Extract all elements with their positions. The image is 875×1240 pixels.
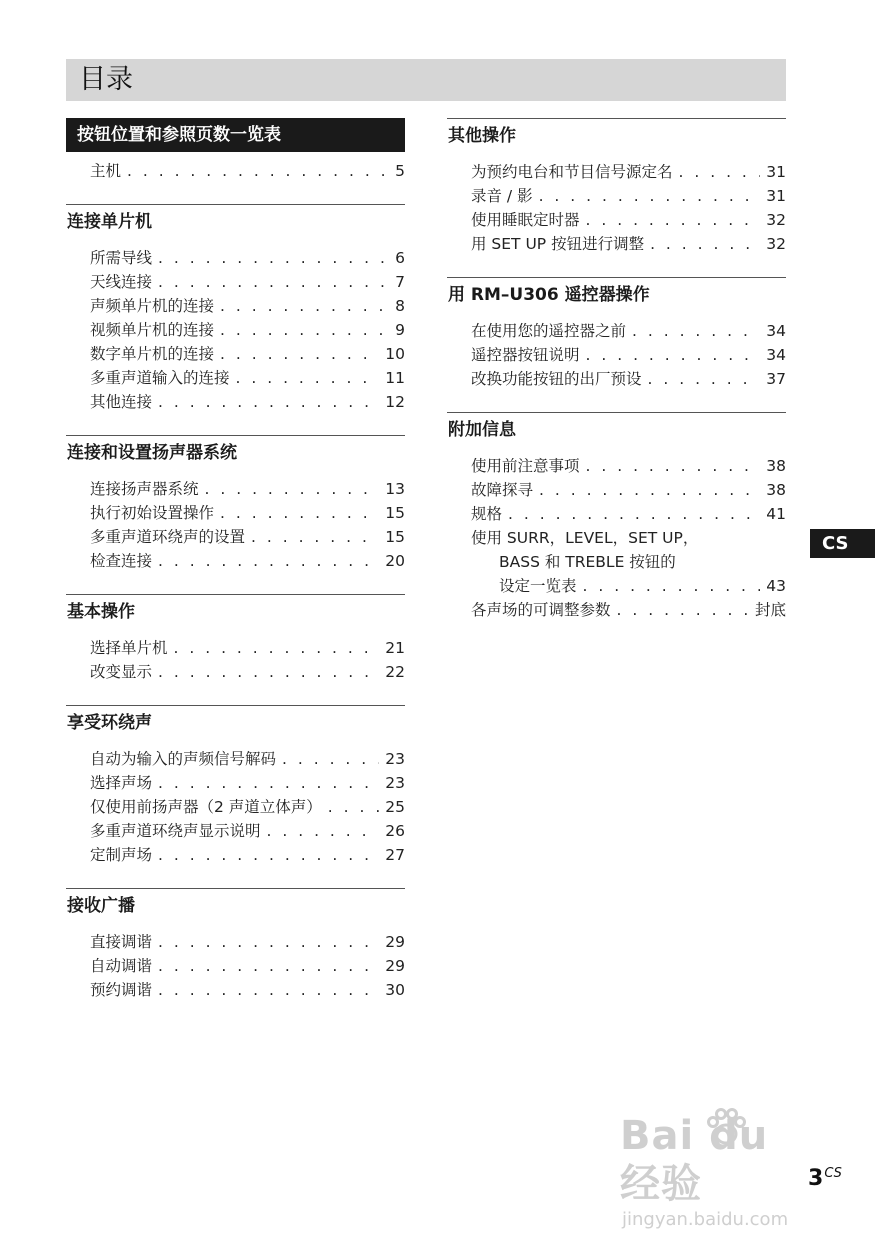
toc-entry[interactable] xyxy=(90,978,405,1002)
entry-title: 连接扬声器系统 xyxy=(90,480,199,498)
dot-leader xyxy=(650,232,760,256)
section-heading: 接收广播 xyxy=(66,888,405,923)
toc-section xyxy=(66,204,405,414)
page-number-suffix: CS xyxy=(824,1166,842,1181)
entry-list xyxy=(66,159,405,183)
dot-leader xyxy=(158,246,385,270)
entry-page: 32 xyxy=(766,211,786,229)
dot-leader xyxy=(632,319,760,343)
dot-leader xyxy=(617,598,749,622)
entry-page: 23 xyxy=(385,750,405,768)
entry-list xyxy=(66,747,405,867)
entry-list xyxy=(66,477,405,573)
dot-leader xyxy=(251,525,379,549)
page-number-value: 3 xyxy=(808,1166,824,1191)
entry-page: 9 xyxy=(395,321,405,339)
entry-page: 封底 xyxy=(754,601,786,619)
entry-title: 故障探寻 xyxy=(471,481,534,499)
entry-page: 29 xyxy=(385,933,405,951)
entry-title: 自动调谐 xyxy=(90,957,153,975)
entry-page: 8 xyxy=(395,297,405,315)
entry-title: 预约调谐 xyxy=(90,981,153,999)
entry-title: 选择声场 xyxy=(90,774,153,792)
toc-entry[interactable] xyxy=(90,246,405,270)
toc-entry[interactable] xyxy=(471,343,786,367)
baidu-watermark xyxy=(620,1112,820,1230)
entry-title: 改变显示 xyxy=(90,663,153,681)
entry-title: 为预约电台和节目信号源定名 xyxy=(471,163,673,181)
dot-leader xyxy=(220,318,385,342)
entry-title: 天线连接 xyxy=(90,273,153,291)
dot-leader xyxy=(220,342,379,366)
entry-title: 选择单片机 xyxy=(90,639,168,657)
toc-entry[interactable] xyxy=(90,501,405,525)
dot-leader xyxy=(158,660,379,684)
toc-right-column xyxy=(447,118,786,643)
toc-entry[interactable] xyxy=(471,502,786,526)
toc-entry[interactable] xyxy=(90,795,405,819)
entry-title: 规格 xyxy=(471,505,503,523)
toc-entry[interactable] xyxy=(471,232,786,256)
section-heading: 基本操作 xyxy=(66,594,405,629)
entry-title: 直接调谐 xyxy=(90,933,153,951)
entry-list xyxy=(66,246,405,414)
toc-entry[interactable] xyxy=(90,771,405,795)
entry-title: 录音 / 影 xyxy=(471,187,533,205)
entry-title: 改换功能按钮的出厂预设 xyxy=(471,370,642,388)
toc-entry[interactable] xyxy=(471,598,786,622)
toc-entry[interactable] xyxy=(471,160,786,184)
entry-title: 执行初始设置操作 xyxy=(90,504,215,522)
section-heading: 享受环绕声 xyxy=(66,705,405,740)
toc-left-column xyxy=(66,118,405,1023)
dot-leader xyxy=(508,502,760,526)
dot-leader xyxy=(174,636,380,660)
section-heading: 连接单片机 xyxy=(66,204,405,239)
entry-page: 31 xyxy=(766,163,786,181)
toc-entry[interactable] xyxy=(471,184,786,208)
entry-title: 视频单片机的连接 xyxy=(90,321,215,339)
entry-page: 20 xyxy=(385,552,405,570)
toc-entry[interactable] xyxy=(90,294,405,318)
entry-title: 在使用您的遥控器之前 xyxy=(471,322,627,340)
paw-icon xyxy=(704,1106,748,1150)
toc-entry[interactable] xyxy=(471,208,786,232)
entry-page: 22 xyxy=(385,663,405,681)
entry-title: 主机 xyxy=(90,162,122,180)
toc-entry[interactable] xyxy=(90,159,405,183)
dot-leader xyxy=(205,477,380,501)
toc-entry[interactable] xyxy=(90,477,405,501)
dot-leader xyxy=(328,795,379,819)
entry-page: 38 xyxy=(766,457,786,475)
section-heading: 按钮位置和参照页数一览表 xyxy=(66,118,405,152)
toc-entry[interactable] xyxy=(90,843,405,867)
entry-title: 其他连接 xyxy=(90,393,153,411)
entry-list xyxy=(447,454,786,622)
entry-page: 38 xyxy=(766,481,786,499)
toc-entry[interactable] xyxy=(471,319,786,343)
dot-leader xyxy=(648,367,761,391)
dot-leader xyxy=(158,954,379,978)
toc-section xyxy=(66,594,405,684)
entry-title: 使用前注意事项 xyxy=(471,457,580,475)
toc-entry[interactable] xyxy=(471,478,786,502)
entry-title: 遥控器按钮说明 xyxy=(471,346,580,364)
entry-title: 各声场的可调整参数 xyxy=(471,601,611,619)
entry-page: 12 xyxy=(385,393,405,411)
entry-title: 多重声道环绕声的设置 xyxy=(90,528,246,546)
dot-leader xyxy=(586,454,761,478)
toc-entry[interactable] xyxy=(471,574,786,598)
dot-leader xyxy=(583,574,761,598)
toc-entry[interactable] xyxy=(90,549,405,573)
toc-section xyxy=(447,277,786,391)
toc-entry[interactable] xyxy=(90,636,405,660)
entry-page: 30 xyxy=(385,981,405,999)
entry-title: 所需导线 xyxy=(90,249,153,267)
toc-entry[interactable] xyxy=(90,819,405,843)
watermark-url: jingyan.baidu.com xyxy=(622,1209,789,1230)
entry-page: 34 xyxy=(766,322,786,340)
entry-page: 10 xyxy=(385,345,405,363)
dot-leader xyxy=(158,771,379,795)
entry-page: 27 xyxy=(385,846,405,864)
entry-page: 21 xyxy=(385,639,405,657)
toc-entry-line: BASS 和 TREBLE 按钮的 xyxy=(499,553,676,571)
entry-title: 数字单片机的连接 xyxy=(90,345,215,363)
dot-leader xyxy=(158,930,379,954)
dot-leader xyxy=(127,159,385,183)
toc-entry[interactable] xyxy=(90,525,405,549)
entry-page: 25 xyxy=(385,798,405,816)
dot-leader xyxy=(586,343,761,367)
entry-page: 5 xyxy=(395,162,405,180)
dot-leader xyxy=(220,501,379,525)
toc-entry[interactable] xyxy=(471,367,786,391)
entry-page: 15 xyxy=(385,504,405,522)
dot-leader xyxy=(282,747,379,771)
section-heading: 其他操作 xyxy=(447,118,786,153)
entry-title: 多重声道输入的连接 xyxy=(90,369,230,387)
dot-leader xyxy=(267,819,380,843)
entry-page: 43 xyxy=(766,577,786,595)
page-title: 目录 xyxy=(66,59,786,101)
section-heading: 附加信息 xyxy=(447,412,786,447)
toc-section xyxy=(447,118,786,256)
entry-page: 31 xyxy=(766,187,786,205)
entry-list xyxy=(447,319,786,391)
toc-entry[interactable] xyxy=(90,660,405,684)
dot-leader xyxy=(586,208,761,232)
entry-title: 多重声道环绕声显示说明 xyxy=(90,822,261,840)
toc-entry-line: 使用 SURR，LEVEL，SET UP， xyxy=(471,529,699,547)
entry-title: 自动为输入的声频信号解码 xyxy=(90,750,277,768)
dot-leader xyxy=(158,843,379,867)
dot-leader xyxy=(539,478,760,502)
entry-title: 仅使用前扬声器（2 声道立体声） xyxy=(90,798,322,816)
dot-leader xyxy=(539,184,761,208)
entry-title: 定制声场 xyxy=(90,846,153,864)
toc-entry[interactable] xyxy=(90,930,405,954)
toc-entry[interactable] xyxy=(90,366,405,390)
dot-leader xyxy=(158,549,379,573)
entry-list xyxy=(66,930,405,1002)
toc-section xyxy=(66,888,405,1002)
dot-leader xyxy=(158,270,385,294)
entry-page: 34 xyxy=(766,346,786,364)
entry-list xyxy=(66,636,405,684)
dot-leader xyxy=(236,366,380,390)
toc-section xyxy=(66,435,405,573)
entry-page: 29 xyxy=(385,957,405,975)
entry-page: 26 xyxy=(385,822,405,840)
entry-page: 37 xyxy=(766,370,786,388)
toc-section xyxy=(447,412,786,622)
watermark-logo: Bai du 经验 xyxy=(620,1113,769,1207)
entry-title: 声频单片机的连接 xyxy=(90,297,215,315)
language-tab: CS xyxy=(810,529,875,558)
entry-page: 15 xyxy=(385,528,405,546)
entry-page: 32 xyxy=(766,235,786,253)
dot-leader xyxy=(679,160,761,184)
dot-leader xyxy=(220,294,385,318)
toc-section xyxy=(66,118,405,183)
entry-page: 11 xyxy=(385,369,405,387)
entry-page: 13 xyxy=(385,480,405,498)
entry-page: 6 xyxy=(395,249,405,267)
entry-page: 7 xyxy=(395,273,405,291)
toc-entry[interactable] xyxy=(471,454,786,478)
entry-page: 41 xyxy=(766,505,786,523)
toc-entry[interactable] xyxy=(90,342,405,366)
entry-list xyxy=(447,160,786,256)
dot-leader xyxy=(158,390,379,414)
entry-title: 用 SET UP 按钮进行调整 xyxy=(471,235,645,253)
toc-entry[interactable] xyxy=(90,390,405,414)
toc-entry[interactable] xyxy=(90,318,405,342)
toc-entry[interactable] xyxy=(90,747,405,771)
toc-entry[interactable] xyxy=(90,954,405,978)
entry-title: 使用睡眠定时器 xyxy=(471,211,580,229)
toc-entry[interactable] xyxy=(90,270,405,294)
toc-section xyxy=(66,705,405,867)
entry-title: 设定一览表 xyxy=(499,577,577,595)
dot-leader xyxy=(158,978,379,1002)
section-heading: 连接和设置扬声器系统 xyxy=(66,435,405,470)
entry-page: 23 xyxy=(385,774,405,792)
entry-title: 检查连接 xyxy=(90,552,153,570)
section-heading: 用 RM–U306 遥控器操作 xyxy=(447,277,786,312)
